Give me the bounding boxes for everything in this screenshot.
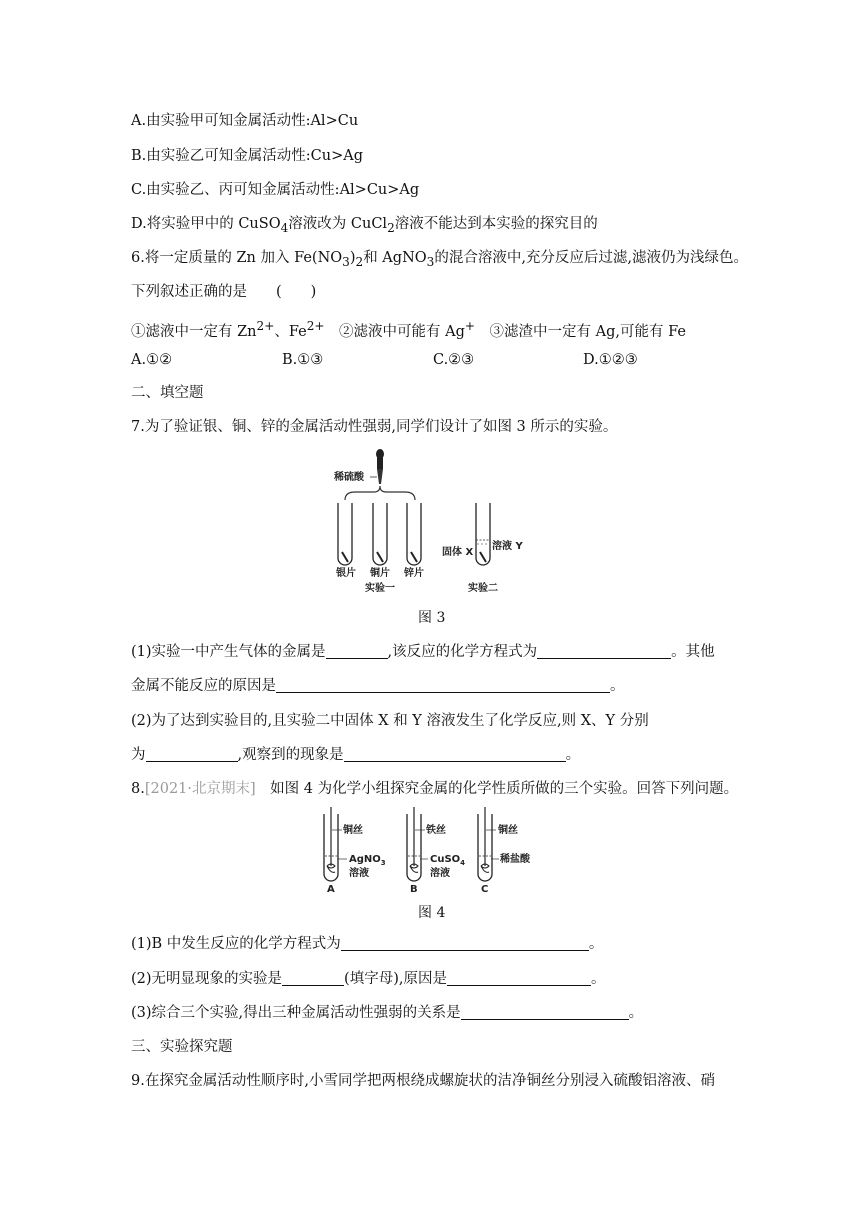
q6-statement-2: ②滤液中可能有 Ag+ (339, 319, 476, 340)
solution-a-label-2: 溶液 (349, 868, 369, 879)
q8-part1: (1)B 中发生反应的化学方程式为 。 (131, 936, 604, 952)
answer-blank[interactable] (341, 934, 589, 951)
figure-4-caption: 图 4 (418, 905, 446, 921)
q6-choice-b: B.①③ (282, 352, 324, 368)
experiment-1-label: 实验一 (365, 583, 395, 594)
q6-choice-d: D.①②③ (583, 352, 638, 368)
q5-option-b: B.由实验乙可知金属活动性:Cu>Ag (131, 148, 363, 164)
answer-blank[interactable] (146, 745, 238, 762)
tube-letter-c: C (481, 884, 489, 894)
answer-blank[interactable] (282, 969, 344, 986)
q7-part1-line1: (1)实验一中产生气体的金属是 ,该反应的化学方程式为 。其他 (131, 644, 715, 660)
section-heading-fill-in: 二、填空题 (131, 385, 204, 401)
q8-part2: (2)无明显现象的实验是 (填字母),原因是 。 (131, 971, 606, 987)
wire-label-a: 铜丝 (343, 825, 363, 836)
figure-3-caption: 图 3 (418, 610, 446, 626)
tube-label-silver: 银片 (336, 568, 356, 579)
tube-letter-a: A (327, 884, 335, 894)
answer-blank[interactable] (537, 642, 671, 659)
q7-part2-line1: (2)为了达到实验目的,且实验二中固体 X 和 Y 溶液发生了化学反应,则 X、Y 分别 (131, 713, 649, 729)
dropper-icon (376, 449, 384, 484)
q6-stem-line1: 6.将一定质量的 Zn 加入 $Fe(NO_3)_2$和 AgNO$_3$的混合溶液中,充分反应后过滤,滤液仍为浅绿色。 (131, 250, 749, 269)
answer-blank[interactable] (276, 676, 610, 693)
figure-4-diagram (322, 806, 542, 894)
solution-y-label: 溶液 Y (492, 541, 523, 552)
source-tag: [2021·北京期末] (144, 781, 256, 797)
solution-a-label: AgNO$_3$ (349, 854, 386, 867)
q7-part2-line2: 为 ,观察到的现象是 。 (131, 747, 581, 763)
answer-blank[interactable] (461, 1003, 629, 1020)
solution-b-label: CuSO$_4$ (430, 854, 466, 867)
q6-statements (131, 316, 686, 342)
tube-letter-b: B (410, 884, 418, 894)
q8-part3: (3)综合三个实验,得出三种金属活动性强弱的关系是 。 (131, 1005, 644, 1021)
tube-label-zinc: 锌片 (404, 568, 424, 579)
solution-b-label-2: 溶液 (430, 868, 450, 879)
q6-stem-line2: 下列叙述正确的是 ( ) (131, 284, 317, 300)
wire-label-b: 铁丝 (426, 825, 446, 836)
section-heading-experiment: 三、实验探究题 (131, 1039, 233, 1055)
solid-x-label: 固体 X (442, 547, 474, 558)
q7-part1-line2: 金属不能反应的原因是 。 (131, 678, 625, 694)
experiment-2-label: 实验二 (468, 583, 498, 594)
acid-label: 稀硫酸 (334, 472, 364, 483)
q9-stem: 9.在探究金属活动性顺序时,小雪同学把两根绕成螺旋状的洁净铜丝分别浸入硫酸铝溶液、硝 (131, 1073, 715, 1089)
solution-c-label: 稀盐酸 (500, 854, 530, 865)
answer-blank[interactable] (326, 642, 388, 659)
q8-stem: 8.[2021·北京期末] 如图 4 为化学小组探究金属的化学性质所做的三个实验。回答下列问题。 (131, 781, 739, 797)
q6-choice-a: A.①② (131, 352, 173, 368)
q6-statement-1: ①滤液中一定有 $Zn^{2+}$、$Fe^{2+}$ (131, 319, 325, 340)
q5-option-c: C.由实验乙、丙可知金属活动性:Al>Cu>Ag (131, 182, 420, 198)
tube-label-copper: 铜片 (370, 568, 390, 579)
answer-blank[interactable] (344, 745, 566, 762)
answer-blank[interactable] (447, 969, 591, 986)
q5-option-d: D.将实验甲中的 CuSO$_4$溶液改为 CuCl$_2$溶液不能达到本实验的探究目的 (131, 216, 598, 235)
q6-choice-c: C.②③ (433, 352, 475, 368)
q7-stem: 7.为了验证银、铜、锌的金属活动性强弱,同学们设计了如图 3 所示的实验。 (131, 419, 618, 435)
q5-option-a: A.由实验甲可知金属活动性:Al>Cu (131, 113, 359, 129)
q6-statement-3: ③滤渣中一定有 Ag,可能有 Fe (489, 323, 686, 340)
wire-label-c: 铜丝 (498, 825, 518, 836)
figure-3-diagram (330, 448, 540, 598)
